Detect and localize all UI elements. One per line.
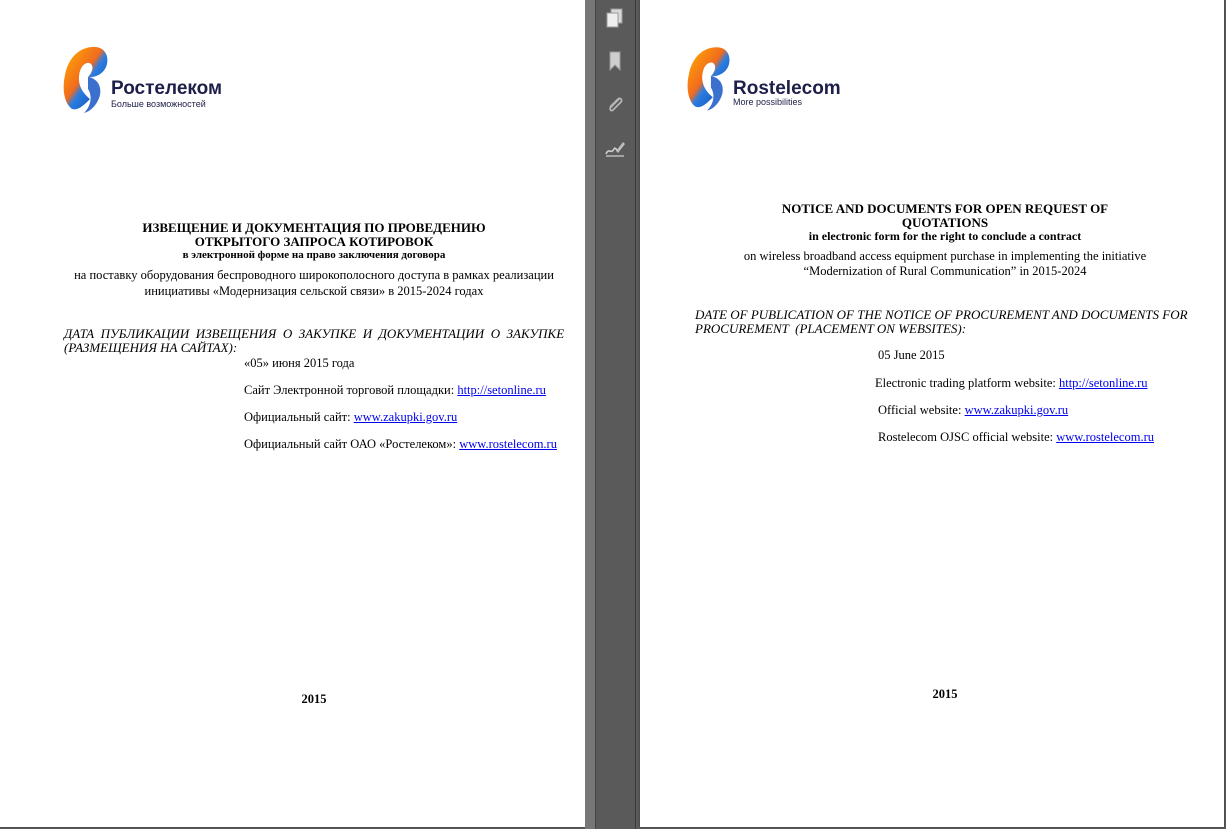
pages-icon[interactable] <box>604 7 626 29</box>
document-year: 2015 <box>301 692 327 706</box>
publication-heading-line-2: (РАЗМЕЩЕНИЯ НА САЙТАХ): <box>64 340 238 355</box>
official-website-link[interactable]: www.zakupki.gov.ru <box>353 410 458 424</box>
company-website-link[interactable]: www.rostelecom.ru <box>459 437 557 451</box>
publication-date: 05 June 2015 <box>878 348 945 362</box>
description-line-1: on wireless broadband access equipment purchase in implementing the initiative <box>743 249 1147 263</box>
document-page-left <box>0 0 585 827</box>
etp-website-label: Сайт Электронной торговой площадки: <box>244 383 458 397</box>
official-website-link[interactable]: www.zakupki.gov.ru <box>964 403 1069 417</box>
company-website-label: Rostelecom OJSC official website: <box>878 430 1057 444</box>
document-page-right <box>640 0 1224 827</box>
description-line-1: на поставку оборудования беспроводного широкополосного доступа в рамках реализации <box>74 268 554 282</box>
etp-website-link[interactable]: http://setonline.ru <box>457 383 546 397</box>
logo-tagline: Больше возможностей <box>111 99 206 109</box>
official-website-row <box>244 410 457 425</box>
subtitle: в электронной форме на право заключения договора <box>182 249 446 261</box>
etp-website-row <box>244 383 546 398</box>
logo-name: Rostelecom <box>733 78 841 99</box>
document-year: 2015 <box>932 687 958 701</box>
description-line-2: “Modernization of Rural Communication” in 2015-2024 <box>803 264 1087 278</box>
title-line-1: NOTICE AND DOCUMENTS FOR OPEN REQUEST OF <box>781 201 1109 216</box>
navigation-panel <box>595 0 636 829</box>
logo-tagline: More possibilities <box>733 97 803 107</box>
page-gutter <box>585 0 595 829</box>
subtitle: in electronic form for the right to conclude a contract <box>808 229 1082 243</box>
title-line-2: QUOTATIONS <box>901 215 989 230</box>
publication-heading-line-1: DATE OF PUBLICATION OF THE NOTICE OF PROCUREMENT AND DOCUMENTS FOR <box>695 307 1188 322</box>
etp-website-link[interactable]: http://setonline.ru <box>1058 376 1148 390</box>
official-website-label: Official website: <box>878 403 965 417</box>
title-line-1: ИЗВЕЩЕНИЕ И ДОКУМЕНТАЦИЯ ПО ПРОВЕДЕНИЮ <box>142 220 486 235</box>
logo-name: Ростелеком <box>111 78 223 99</box>
etp-website-label: Electronic trading platform website: <box>875 376 1059 390</box>
publication-date: «05» июня 2015 года <box>244 356 355 370</box>
publication-heading-line-2: PROCUREMENT (PLACEMENT ON WEBSITES): <box>695 321 967 336</box>
rostelecom-logo-icon <box>686 45 732 113</box>
rostelecom-logo-icon <box>62 45 110 115</box>
company-website-label: Официальный сайт ОАО «Ростелеком»: <box>244 437 460 451</box>
etp-website-row <box>875 376 1148 391</box>
bookmark-icon[interactable] <box>604 50 626 72</box>
title-line-2: ОТКРЫТОГО ЗАПРОСА КОТИРОВОК <box>194 234 434 249</box>
company-website-row <box>244 437 557 452</box>
company-website-row <box>878 430 1154 445</box>
official-website-label: Официальный сайт: <box>244 410 354 424</box>
description-line-2: инициативы «Модернизация сельской связи» в 2015-2024 годах <box>144 284 484 298</box>
official-website-row <box>878 403 1068 418</box>
signature-icon[interactable] <box>604 137 626 159</box>
publication-heading-line-1: ДАТА ПУБЛИКАЦИИ ИЗВЕЩЕНИЯ О ЗАКУПКЕ И ДОКУМЕНТАЦИИ О ЗАКУПКЕ <box>64 326 565 341</box>
attachment-icon[interactable] <box>604 94 626 116</box>
company-website-link[interactable]: www.rostelecom.ru <box>1056 430 1154 444</box>
